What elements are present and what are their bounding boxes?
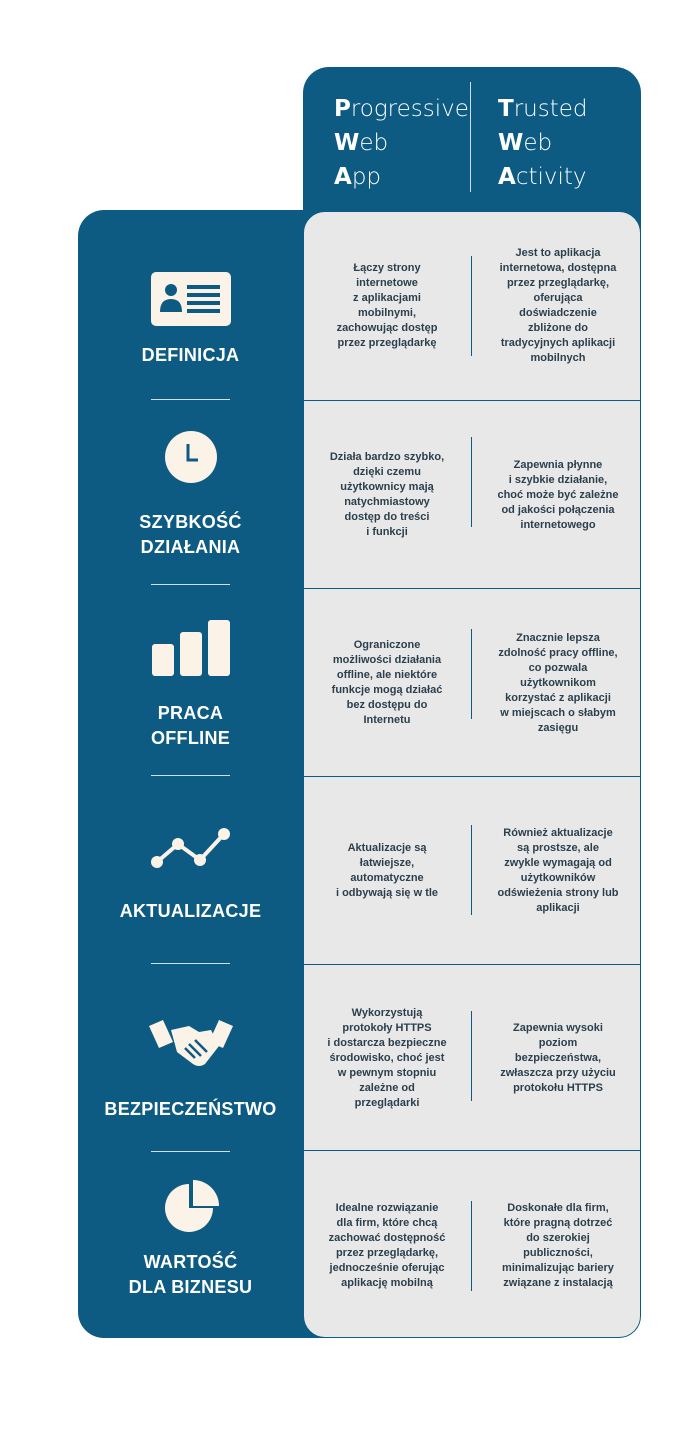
text-line: PRACA (157, 703, 224, 723)
header-pwa-line (334, 92, 469, 126)
text-line: SZYBKOŚĆ (139, 512, 242, 532)
cell-text (327, 1006, 446, 1111)
text-line: funkcje mogą działać (331, 684, 443, 696)
text-line: DEFINICJA (141, 345, 240, 365)
text-line: Doskonałe dla firm, (507, 1201, 609, 1214)
header-word-rest: eb (359, 130, 389, 156)
text-line: w miejscach o słabym (500, 706, 616, 719)
text-line: mobilnych (530, 352, 586, 364)
clock-icon (164, 430, 218, 484)
header-divider (470, 82, 471, 192)
initial: T (498, 96, 514, 122)
text-line: Idealne rozwiązanie (335, 1201, 439, 1214)
cell-text (500, 1021, 616, 1096)
text-line: dla firm, które chcą (336, 1216, 438, 1229)
cell-text (332, 638, 443, 728)
cell-twa (486, 777, 630, 965)
text-line: mobilnymi, (357, 307, 417, 319)
text-line: poziom (538, 1036, 578, 1049)
text-line: automatyczne (350, 872, 424, 884)
comparison-grid (303, 211, 641, 1338)
text-line: jednocześnie oferując (329, 1261, 445, 1274)
text-line: tradycyjnych aplikacji (500, 337, 616, 349)
initial: A (498, 164, 516, 190)
column-divider (471, 1201, 472, 1291)
text-line: w pewnym stopniu (337, 1066, 437, 1079)
initial: A (334, 164, 352, 190)
header-word-rest: pp (351, 164, 382, 190)
text-line: łatwiejsze, (359, 857, 415, 869)
cell-pwa (318, 777, 456, 965)
text-line: Zapewnia płynne (513, 458, 603, 471)
text-line: publiczności, (523, 1246, 593, 1259)
text-line: protokołu HTTPS (513, 1081, 603, 1094)
initial: W (498, 130, 524, 156)
text-line: internetowa, dostępna (499, 262, 617, 274)
header-pwa-line (334, 126, 469, 160)
row-praca-offline (304, 588, 640, 777)
column-divider (471, 1011, 472, 1101)
criterion-szybkosc (78, 430, 303, 560)
text-line: AKTUALIZACJE (119, 901, 262, 921)
text-line: Wykorzystują (351, 1006, 423, 1019)
criterion-label (78, 1097, 303, 1122)
criterion-wartosc (78, 1180, 303, 1300)
cell-twa (486, 212, 630, 400)
text-line: przez przeglądarkę (337, 337, 437, 349)
text-line: OFFLINE (150, 728, 231, 748)
header-word-rest: rusted (513, 96, 588, 122)
text-line: offline, ale niektóre (336, 669, 438, 681)
cell-text (336, 841, 438, 901)
criterion-label (78, 701, 303, 751)
cell-pwa (318, 965, 456, 1151)
text-line: są prostsze, ale (517, 842, 599, 854)
separator (151, 963, 230, 964)
text-line: Aktualizacje są (347, 842, 427, 854)
text-line: korzystać z aplikacji (505, 691, 611, 704)
criterion-label (78, 510, 303, 560)
text-line: odświeżenia strony lub (497, 887, 619, 899)
text-line: od jakości połączenia (501, 503, 615, 516)
text-line: Również aktualizacje (503, 827, 613, 839)
text-line: protokoły HTTPS (342, 1021, 432, 1034)
header-word-rest: rogressive (350, 96, 469, 122)
header-twa-line (498, 160, 588, 194)
text-line: związane z instalacją (503, 1276, 613, 1289)
text-line: i odbywają się w tle (335, 887, 439, 899)
text-line: i funkcji (366, 526, 408, 538)
text-line: DLA BIZNESU (128, 1277, 253, 1297)
text-line: zbliżone do (528, 322, 588, 334)
text-line: Ograniczone (353, 639, 421, 651)
text-line: minimalizując bariery (502, 1261, 614, 1274)
column-divider (471, 256, 472, 356)
cell-text (497, 826, 618, 916)
text-line: zachować dostępność (328, 1231, 446, 1244)
column-divider (471, 629, 472, 719)
text-line: natychmiastowy (344, 496, 430, 508)
column-divider (471, 825, 472, 915)
handshake-icon (149, 1020, 233, 1070)
cell-twa (486, 401, 630, 589)
text-line: użytkowników (520, 872, 596, 884)
separator (151, 584, 230, 585)
criterion-label (78, 899, 303, 924)
text-line: internetowe (356, 277, 418, 289)
text-line: bezpieczeństwa, (514, 1051, 602, 1064)
cell-text (330, 450, 444, 540)
cell-twa (486, 965, 630, 1151)
criterion-definicja (78, 272, 303, 368)
text-line: aplikację mobilną (341, 1276, 433, 1289)
separator (151, 1151, 230, 1152)
text-line: użytkownikom (520, 676, 596, 689)
criterion-aktualizacje (78, 826, 303, 924)
criterion-bezpieczenstwo (78, 1020, 303, 1122)
text-line: dostęp do treści (344, 511, 430, 523)
text-line: Znacznie lepsza (516, 631, 600, 644)
cell-text (497, 458, 618, 533)
text-line: do szerokiej (526, 1231, 590, 1244)
text-line: zależne od (359, 1081, 415, 1094)
text-line: zwykle wymagają od (504, 857, 612, 869)
cell-text (337, 261, 438, 351)
row-definicja (304, 212, 640, 400)
id-card-icon (151, 272, 231, 326)
text-line: możliwości działania (332, 654, 442, 666)
header-twa-line (498, 126, 588, 160)
text-line: przez przeglądarkę, (335, 1246, 439, 1259)
criterion-praca-offline (78, 620, 303, 751)
text-line: które pragną dotrzeć (503, 1216, 613, 1229)
text-line: przeglądarki (354, 1096, 420, 1109)
row-wartosc (304, 1150, 640, 1338)
cell-twa (486, 1151, 630, 1338)
text-line: z aplikacjami (353, 292, 421, 304)
text-line: dzięki czemu (353, 466, 421, 478)
header-pwa-line (334, 160, 469, 194)
text-line: Internetu (363, 714, 411, 726)
cell-twa (486, 589, 630, 777)
initial: W (334, 130, 360, 156)
header-twa (498, 92, 588, 194)
criterion-label (78, 343, 303, 368)
column-divider (471, 437, 472, 527)
separator (151, 399, 230, 400)
text-line: Łączy strony (353, 262, 421, 274)
text-line: WARTOŚĆ (143, 1252, 238, 1272)
initial: P (334, 96, 351, 122)
header-word-rest: eb (523, 130, 553, 156)
header-word-rest: ctivity (515, 164, 587, 190)
text-line: zwłaszcza przy użyciu (500, 1066, 616, 1079)
row-aktualizacje (304, 776, 640, 965)
text-line: użytkownicy mają (340, 481, 434, 493)
trend-line-icon (151, 826, 231, 870)
text-line: i dostarcza bezpieczne (327, 1036, 447, 1049)
header-twa-line (498, 92, 588, 126)
text-line: DZIAŁANIA (140, 537, 241, 557)
text-line: i szybkie działanie, (508, 473, 608, 486)
text-line: doświadczenie (519, 307, 597, 319)
text-line: zasięgu (537, 721, 579, 734)
text-line: aplikacji (536, 902, 580, 914)
cell-pwa (318, 212, 456, 400)
text-line: Działa bardzo szybko, (329, 451, 445, 463)
cell-pwa (318, 401, 456, 589)
cell-pwa (318, 589, 456, 777)
text-line: środowisko, choć jest (329, 1051, 445, 1064)
cell-text (502, 1201, 614, 1291)
criterion-label (78, 1250, 303, 1300)
text-line: bez dostępu do (346, 699, 428, 711)
row-szybkosc (304, 400, 640, 589)
separator (151, 775, 230, 776)
pie-chart-icon (163, 1180, 219, 1236)
text-line: choć może być zależne (497, 488, 619, 501)
text-line: przez przeglądarkę, (506, 277, 610, 289)
text-line: BEZPIECZEŃSTWO (104, 1099, 277, 1119)
text-line: zachowując dostęp (336, 322, 438, 334)
row-bezpieczenstwo (304, 964, 640, 1151)
header-pwa (334, 92, 469, 194)
text-line: Jest to aplikacja (515, 247, 601, 259)
text-line: internetowego (520, 518, 596, 531)
text-line: zdolność pracy offline, (498, 646, 618, 659)
cell-text (500, 246, 617, 366)
text-line: oferująca (533, 292, 583, 304)
text-line: co pozwala (528, 661, 588, 674)
bar-chart-icon (152, 620, 230, 676)
cell-pwa (318, 1151, 456, 1338)
cell-text (498, 631, 617, 736)
cell-text (329, 1201, 446, 1291)
text-line: Zapewnia wysoki (513, 1021, 603, 1034)
